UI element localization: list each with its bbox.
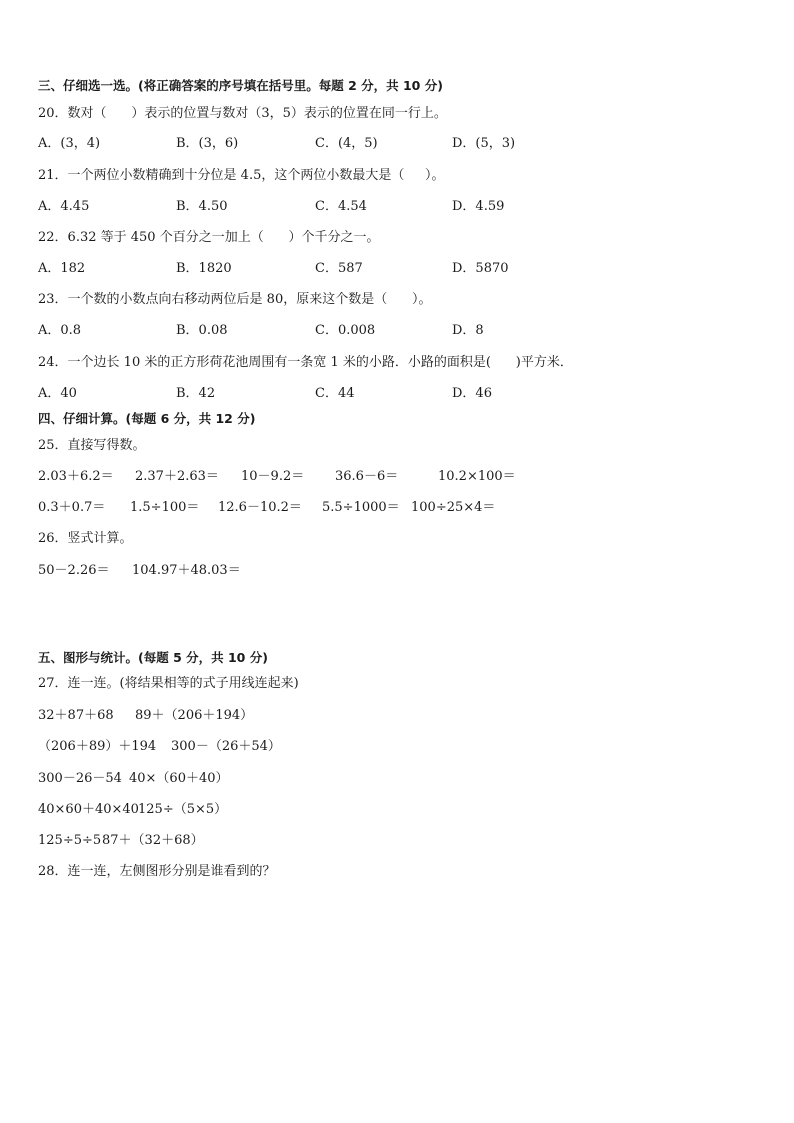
option-d[interactable]: D．4.59 (452, 199, 505, 214)
expression: 100÷25×4＝ (411, 500, 496, 515)
expression: 1.5÷100＝ (130, 500, 200, 515)
left-expression[interactable]: （206＋89）＋194 (38, 739, 157, 754)
option-c[interactable]: C．0.008 (315, 323, 376, 338)
expression: 50－2.26＝ (38, 563, 110, 578)
option-c[interactable]: C．44 (315, 386, 355, 401)
question-24: 24．一个边长 10 米的正方形荷花池周围有一条宽 1 米的小路．小路的面积是( )平方米． (38, 355, 573, 370)
option-c[interactable]: C．587 (315, 261, 363, 276)
expression: 0.3＋0.7＝ (38, 500, 106, 515)
question-28: 28．连一连，左侧图形分别是谁看到的？ (38, 864, 276, 879)
right-expression[interactable]: 87＋（32＋68） (102, 833, 204, 848)
option-a[interactable]: A．40 (38, 386, 77, 401)
option-a[interactable]: A．0.8 (38, 323, 82, 338)
option-d[interactable]: D．8 (452, 323, 484, 338)
question-20: 20．数对（ ）表示的位置与数对（3，5）表示的位置在同一行上。 (38, 106, 447, 121)
option-b[interactable]: B．(3，6) (176, 136, 239, 151)
option-a[interactable]: A．(3，4) (38, 136, 101, 151)
option-c[interactable]: C．(4，5) (315, 136, 378, 151)
expression: 10.2×100＝ (438, 469, 516, 484)
section-4-heading: 四、仔细计算。(每题 6 分，共 12 分) (38, 411, 256, 426)
option-a[interactable]: A．182 (38, 261, 86, 276)
right-expression[interactable]: 125÷（5×5） (138, 802, 228, 817)
right-expression[interactable]: 300－（26＋54） (171, 739, 281, 754)
expression: 10－9.2＝ (241, 469, 305, 484)
expression: 104.97＋48.03＝ (132, 563, 241, 578)
expression: 12.6－10.2＝ (218, 500, 302, 515)
left-expression[interactable]: 300－26－54 (38, 771, 122, 786)
section-5-heading: 五、图形与统计。(每题 5 分，共 10 分) (38, 650, 268, 665)
question-23: 23．一个数的小数点向右移动两位后是 80，原来这个数是（ ）。 (38, 292, 432, 307)
right-expression[interactable]: 89＋（206＋194） (135, 708, 254, 723)
left-expression[interactable]: 32＋87＋68 (38, 708, 114, 723)
option-b[interactable]: B．4.50 (176, 199, 228, 214)
expression: 2.03＋6.2＝ (38, 469, 114, 484)
option-b[interactable]: B．0.08 (176, 323, 228, 338)
question-21: 21．一个两位小数精确到十分位是 4.5，这个两位小数最大是（ ）。 (38, 168, 445, 183)
option-b[interactable]: B．1820 (176, 261, 232, 276)
question-25: 25．直接写得数。 (38, 438, 146, 453)
expression: 36.6－6＝ (335, 469, 399, 484)
question-26: 26．竖式计算。 (38, 531, 133, 546)
option-c[interactable]: C．4.54 (315, 199, 367, 214)
question-27: 27．连一连。(将结果相等的式子用线连起来) (38, 676, 299, 691)
section-3-heading: 三、仔细选一选。(将正确答案的序号填在括号里。每题 2 分，共 10 分) (38, 78, 443, 93)
option-b[interactable]: B．42 (176, 386, 216, 401)
option-d[interactable]: D．46 (452, 386, 492, 401)
option-d[interactable]: D．(5，3) (452, 136, 516, 151)
expression: 5.5÷1000＝ (322, 500, 400, 515)
question-22: 22．6.32 等于 450 个百分之一加上（ ）个千分之一。 (38, 230, 380, 245)
expression: 2.37＋2.63＝ (135, 469, 219, 484)
left-expression[interactable]: 125÷5÷5 (38, 833, 102, 848)
option-d[interactable]: D．5870 (452, 261, 509, 276)
left-expression[interactable]: 40×60＋40×40 (38, 802, 139, 817)
option-a[interactable]: A．4.45 (38, 199, 90, 214)
right-expression[interactable]: 40×（60＋40） (129, 771, 229, 786)
